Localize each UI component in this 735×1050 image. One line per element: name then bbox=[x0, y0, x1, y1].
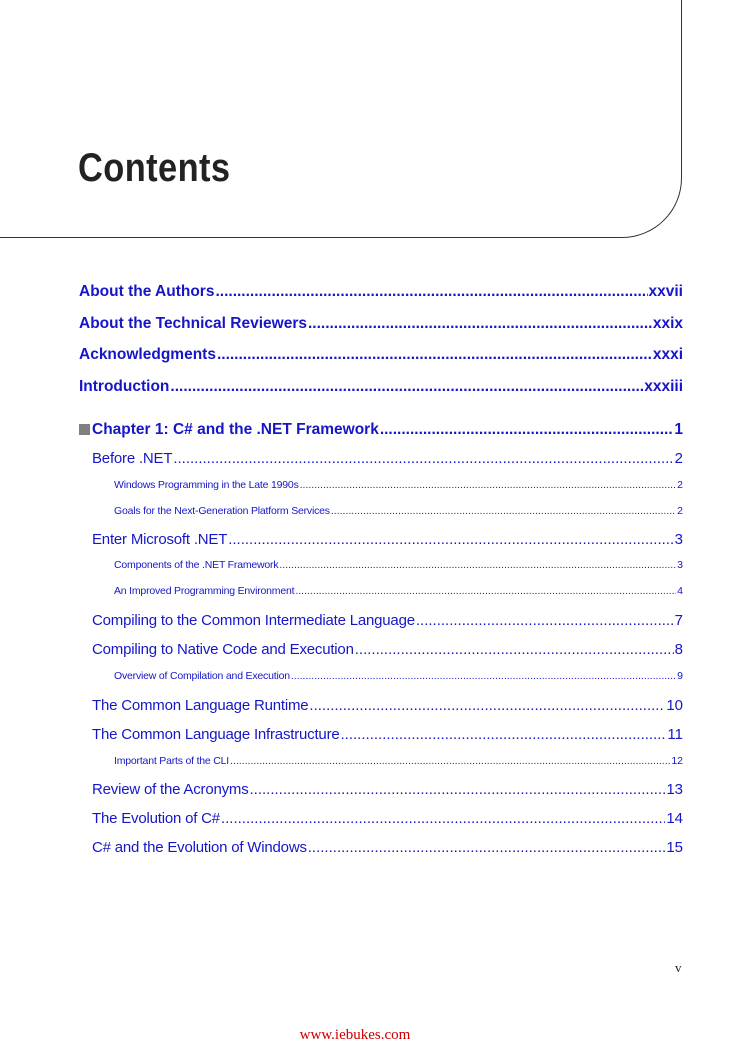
toc-entry-section[interactable] bbox=[92, 697, 683, 714]
toc-entry-page: 1 bbox=[674, 421, 683, 438]
toc-entry-page: 4 bbox=[677, 585, 683, 597]
toc-entry-page: 8 bbox=[674, 641, 683, 658]
toc-entry-title: About the Technical Reviewers bbox=[79, 315, 307, 332]
toc-entry-page: 10 bbox=[666, 697, 683, 714]
toc-entry-title: An Improved Programming Environment bbox=[114, 585, 295, 597]
toc-entry-page: 12 bbox=[671, 755, 683, 767]
toc-entry-page: xxxiii bbox=[644, 378, 683, 395]
toc-entry-subsection[interactable] bbox=[114, 670, 683, 682]
toc-entry-page: 7 bbox=[674, 612, 683, 629]
toc-entry-title: Enter Microsoft .NET bbox=[92, 531, 228, 548]
leader-dots bbox=[221, 810, 665, 827]
toc-entry-section[interactable] bbox=[92, 531, 683, 548]
toc-entry-section[interactable] bbox=[92, 810, 683, 827]
toc-entry-section[interactable] bbox=[92, 781, 683, 798]
toc-entry-technical-reviewers[interactable] bbox=[79, 315, 683, 333]
toc-entry-introduction[interactable] bbox=[79, 378, 683, 396]
toc-entry-subsection[interactable] bbox=[114, 505, 683, 517]
footer-website-link[interactable]: www.iebukes.com bbox=[299, 1027, 411, 1043]
toc-entry-section[interactable] bbox=[92, 450, 683, 467]
toc-entry-section[interactable] bbox=[92, 641, 683, 658]
leader-dots bbox=[355, 641, 674, 658]
square-bullet-icon bbox=[79, 424, 90, 435]
toc-entry-subsection[interactable] bbox=[114, 559, 683, 571]
leader-dots bbox=[250, 781, 666, 798]
toc-entry-title: Components of the .NET Framework bbox=[114, 559, 279, 571]
page-title: Contents bbox=[78, 146, 231, 190]
toc-entry-acknowledgments[interactable] bbox=[79, 346, 683, 364]
leader-dots bbox=[170, 378, 643, 396]
toc-entry-title: Overview of Compilation and Execution bbox=[114, 670, 290, 682]
toc-entry-page: 2 bbox=[677, 505, 683, 517]
leader-dots bbox=[331, 505, 676, 517]
leader-dots bbox=[279, 559, 676, 571]
toc-entry-page: 3 bbox=[674, 531, 683, 548]
toc-entry-page: xxvii bbox=[648, 283, 683, 300]
leader-dots bbox=[341, 726, 667, 743]
toc-entry-page: 11 bbox=[667, 726, 683, 743]
toc-entry-title: Introduction bbox=[79, 378, 170, 395]
toc-entry-title: Compiling to Native Code and Execution bbox=[92, 641, 354, 658]
toc-entry-subsection[interactable] bbox=[114, 479, 683, 491]
toc-entry-subsection[interactable] bbox=[114, 755, 683, 767]
toc-entry-page: 2 bbox=[677, 479, 683, 491]
toc-entry-page: xxxi bbox=[652, 346, 683, 363]
toc-entry-title: Goals for the Next-Generation Platform Services bbox=[114, 505, 330, 517]
toc-entry-title: Compiling to the Common Intermediate Language bbox=[92, 612, 415, 629]
leader-dots bbox=[228, 531, 673, 548]
leader-dots bbox=[416, 612, 674, 629]
toc-entry-title: The Evolution of C# bbox=[92, 810, 220, 827]
toc-entry-section[interactable] bbox=[92, 726, 683, 743]
toc-entry-title bbox=[79, 421, 379, 439]
leader-dots bbox=[295, 585, 676, 597]
leader-dots bbox=[300, 479, 677, 491]
toc-entry-about-authors[interactable] bbox=[79, 283, 683, 301]
leader-dots bbox=[308, 839, 666, 856]
toc-entry-page: 15 bbox=[666, 839, 683, 856]
toc-entry-title: The Common Language Infrastructure bbox=[92, 726, 340, 743]
toc-entry-page: 13 bbox=[666, 781, 683, 798]
toc-entry-subsection[interactable] bbox=[114, 585, 683, 597]
leader-dots bbox=[215, 283, 647, 301]
toc-entry-title: The Common Language Runtime bbox=[92, 697, 309, 714]
leader-dots bbox=[217, 346, 652, 364]
toc-entry-title: Windows Programming in the Late 1990s bbox=[114, 479, 299, 491]
leader-dots bbox=[308, 315, 652, 333]
header-frame bbox=[0, 0, 682, 238]
toc-entry-title: C# and the Evolution of Windows bbox=[92, 839, 307, 856]
leader-dots bbox=[309, 697, 665, 714]
page-number: v bbox=[675, 960, 682, 975]
toc-entry-page: xxix bbox=[652, 315, 683, 332]
toc-entry-section[interactable] bbox=[92, 839, 683, 856]
toc-entry-title: Important Parts of the CLI bbox=[114, 755, 230, 767]
toc-entry-page: 2 bbox=[674, 450, 683, 467]
toc-entry-page: 14 bbox=[666, 810, 683, 827]
leader-dots bbox=[230, 755, 670, 767]
toc-entry-chapter-1[interactable] bbox=[79, 421, 683, 439]
leader-dots bbox=[380, 421, 674, 439]
leader-dots bbox=[291, 670, 676, 682]
toc-entry-title: About the Authors bbox=[79, 283, 215, 300]
toc-entry-section[interactable] bbox=[92, 612, 683, 629]
toc-entry-title: Review of the Acronyms bbox=[92, 781, 249, 798]
leader-dots bbox=[173, 450, 673, 467]
toc-entry-title: Acknowledgments bbox=[79, 346, 216, 363]
toc-entry-title: Before .NET bbox=[92, 450, 173, 467]
toc-entry-page: 3 bbox=[677, 559, 683, 571]
chapter-title: Chapter 1: C# and the .NET Framework bbox=[92, 421, 379, 438]
toc-entry-page: 9 bbox=[677, 670, 683, 682]
